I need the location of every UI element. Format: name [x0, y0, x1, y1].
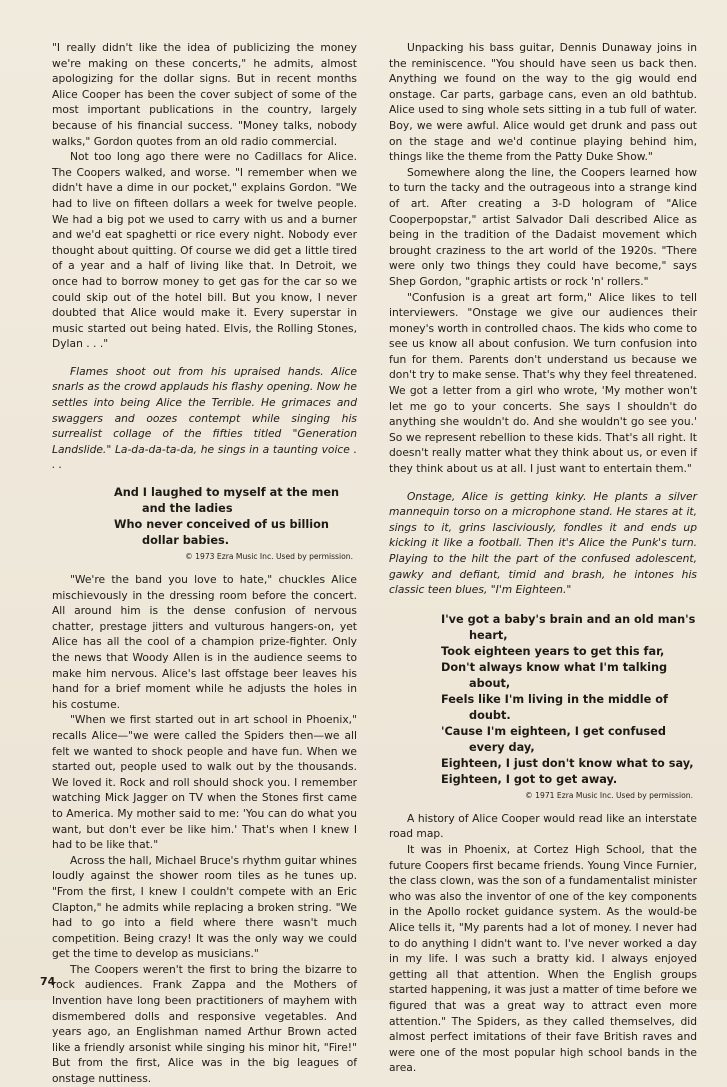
page-number: 74 — [40, 975, 56, 988]
lyric-line: Eighteen, I just don't know what to say, — [441, 756, 694, 770]
paragraph: "I really didn't like the idea of publicizing the money we're making on these concerts," he admits, almost apologizing for the dollar signs. But in recent months Alice Cooper has been the cover subject of some of the most important publications in the country, largely because of his financial success. "Money talks, nobody walks," Gordon quotes from an old radio commercial. — [52, 41, 357, 148]
paragraph: A history of Alice Cooper would read like an interstate road map. — [389, 811, 697, 841]
lyric-line: Don't always know what I'm talking about, — [441, 660, 668, 690]
paragraph: "We're the band you love to hate," chuckles Alice mischievously in the dressing room before the concert. All around him is the dense confusion of nervous chatter, prestage jitters and vulturous hangers-on, yet Alice has all the cool of a champion prize-fighter. Only the news that Woody Allen is in the audience seems to make him nervous. Alice's last offstage beer leaves his hand for a brief moment while he adjusts the holes in his costume. — [52, 573, 357, 711]
italic-stage-description: Flames shoot out from his upraised hands. Alice snarls as the crowd applauds his flashy opening. Now he settles into being Alice the Terrible. He grimaces and swaggers and oozes contempt while singing his surrealist collage of the fifties titled "Generation Landslide." La-da-da-ta-da, he sings in a taunting voice . . . — [52, 364, 357, 472]
paragraph: "When we first started out in art school in Phoenix," recalls Alice—"we were called the Spiders then—we all felt we wanted to shock people and have fun. When we started out, people used to walk out by the thousands. We loved it. Rock and roll should shock you. I remember watching Mick Jagger on TV when the Stones first came to America. My mother said to me: 'You can do what you want, but don't ever be like him.' That's when I knew I had to be like that." — [52, 713, 357, 852]
paragraph: Unpacking his bass guitar, Dennis Dunaway joins in the reminiscence. "You should have seen us back then. Anything we found on the way to the gig would end onstage. Car parts, garbage cans, even an old bathtub. Alice used to sing whole sets sitting in a tub full of water. Boy, we were awful. Alice would get drunk and pass out on the stage and we'd continue playing behind him, things like the theme from the Patty Duke Show." — [389, 41, 697, 164]
lyric-line: Eighteen, I got to get away. — [441, 772, 618, 786]
paragraph: Across the hall, Michael Bruce's rhythm guitar whines loudly against the shower room tiles as he tunes up. "From the first, I knew I couldn't compete with an Eric Clapton," he admits while replacing a broken string. "We had to go into a field where there wasn't much competition. Being crazy! It was the only way we could get the time to develop as musicians." — [52, 853, 357, 961]
paragraph: Somewhere along the line, the Coopers learned how to turn the tacky and the outrageous into a strange kind of art. After creating a 3-D hologram of "Alice Cooperpopstar," artist Salvador Dali described Alice as being in the tradition of the Dadaist movement which brought craziness to the art world of the 1920s. "There were only two things they could have become," says Shep Gordon, "graphic artists or rock 'n' rollers." — [389, 165, 697, 288]
lyric-line: 'Cause I'm eighteen, I get confused every day, — [441, 724, 666, 754]
lyric-line: I've got a baby's brain and an old man's heart, — [441, 612, 696, 642]
paragraph: The Coopers weren't the first to bring the bizarre to rock audiences. Frank Zappa and the Mothers of Invention have long been practitioners of mayhem with dismembered dolls and responsive vegetables. And years ago, an Englishman named Arthur Brown acted like a friendly arsonist while singing his minor hit, "Fire!" But from the first, Alice was in the big leagues of onstage nuttiness. — [52, 962, 357, 1086]
lyric-block — [114, 485, 357, 549]
paragraph: Not too long ago there were no Cadillacs for Alice. The Coopers walked, and worse. "I remember when we didn't have a dime in our pocket," explains Gordon. "We had to live on fifteen dollars a week for twelve people. We had a big pot we used to carry with us and a burner and we'd eat spaghetti or rice every night. Nobody ever thought about quitting. Of course we did get a little tired of a year and a half of living like that. In Detroit, we once had to borrow money to get gas for the car so we could skip out of the hotel bill. But you know, I never doubted that Alice would make it. Every superstar in music started out being hated. Elvis, the Rolling Stones, Dylan . . ." — [52, 150, 357, 351]
italic-stage-description: Onstage, Alice is getting kinky. He plants a silver mannequin torso on a microphone stand. He stares at it, sings to it, grins lasciviously, fondles it and ends up kicking it like a football. Then it's Alice the Punk's turn. Playing to the hilt the part of the confused adolescent, gawky and defiant, timid and brash, he intones his classic teen blues, "I'm Eighteen." — [389, 489, 697, 597]
right-column — [389, 40, 697, 1076]
lyric-line: Who never conceived of us billion dollar babies. — [114, 518, 329, 548]
lyric-line: Took eighteen years to get this far, — [441, 644, 665, 658]
lyric-line: Feels like I'm living in the middle of doubt. — [441, 692, 668, 722]
left-column — [52, 40, 357, 1087]
copyright-credit: © 1973 Ezra Music Inc. Used by permission. — [185, 552, 353, 562]
copyright-credit: © 1971 Ezra Music Inc. Used by permission. — [525, 790, 693, 800]
lyric-line: And I laughed to myself at the men and the ladies — [114, 486, 340, 516]
paragraph: "Confusion is a great art form," Alice likes to tell interviewers. "Onstage we give our audiences their money's worth in controlled chaos. The kids who come to see us know all about confusion. We turn confusion into fun for them. Parents don't understand us because we don't try to make sense. That's why they feel threatened. We got a letter from a girl who wrote, 'My mother won't let me go to your concerts. She says I shouldn't do anything she wouldn't do. And she wouldn't go see you.' So we represent rebellion to these kids. That's all right. It doesn't really matter what they think about us, or even if they think about us at all. I just want to entertain them." — [389, 290, 697, 476]
paragraph: It was in Phoenix, at Cortez High School, that the future Coopers first became friends. Young Vince Furnier, the class clown, was the son of a fundamentalist minister who was also the inventor of one of the key components in the Apollo rocket guidance system. As the would-be Alice tells it, "My parents had a lot of money. I never had to do anything I didn't want to. I've never worked a day in my life. I was such a bratty kid. I always enjoyed getting all that attention. When the English groups started happening, it was just a matter of time before we figured that was a great way to attract even more attention." The Spiders, as they called themselves, did almost perfect imitations of their fave British raves and were one of the most popular high school bands in the area. — [389, 842, 697, 1075]
lyric-block — [441, 612, 697, 788]
